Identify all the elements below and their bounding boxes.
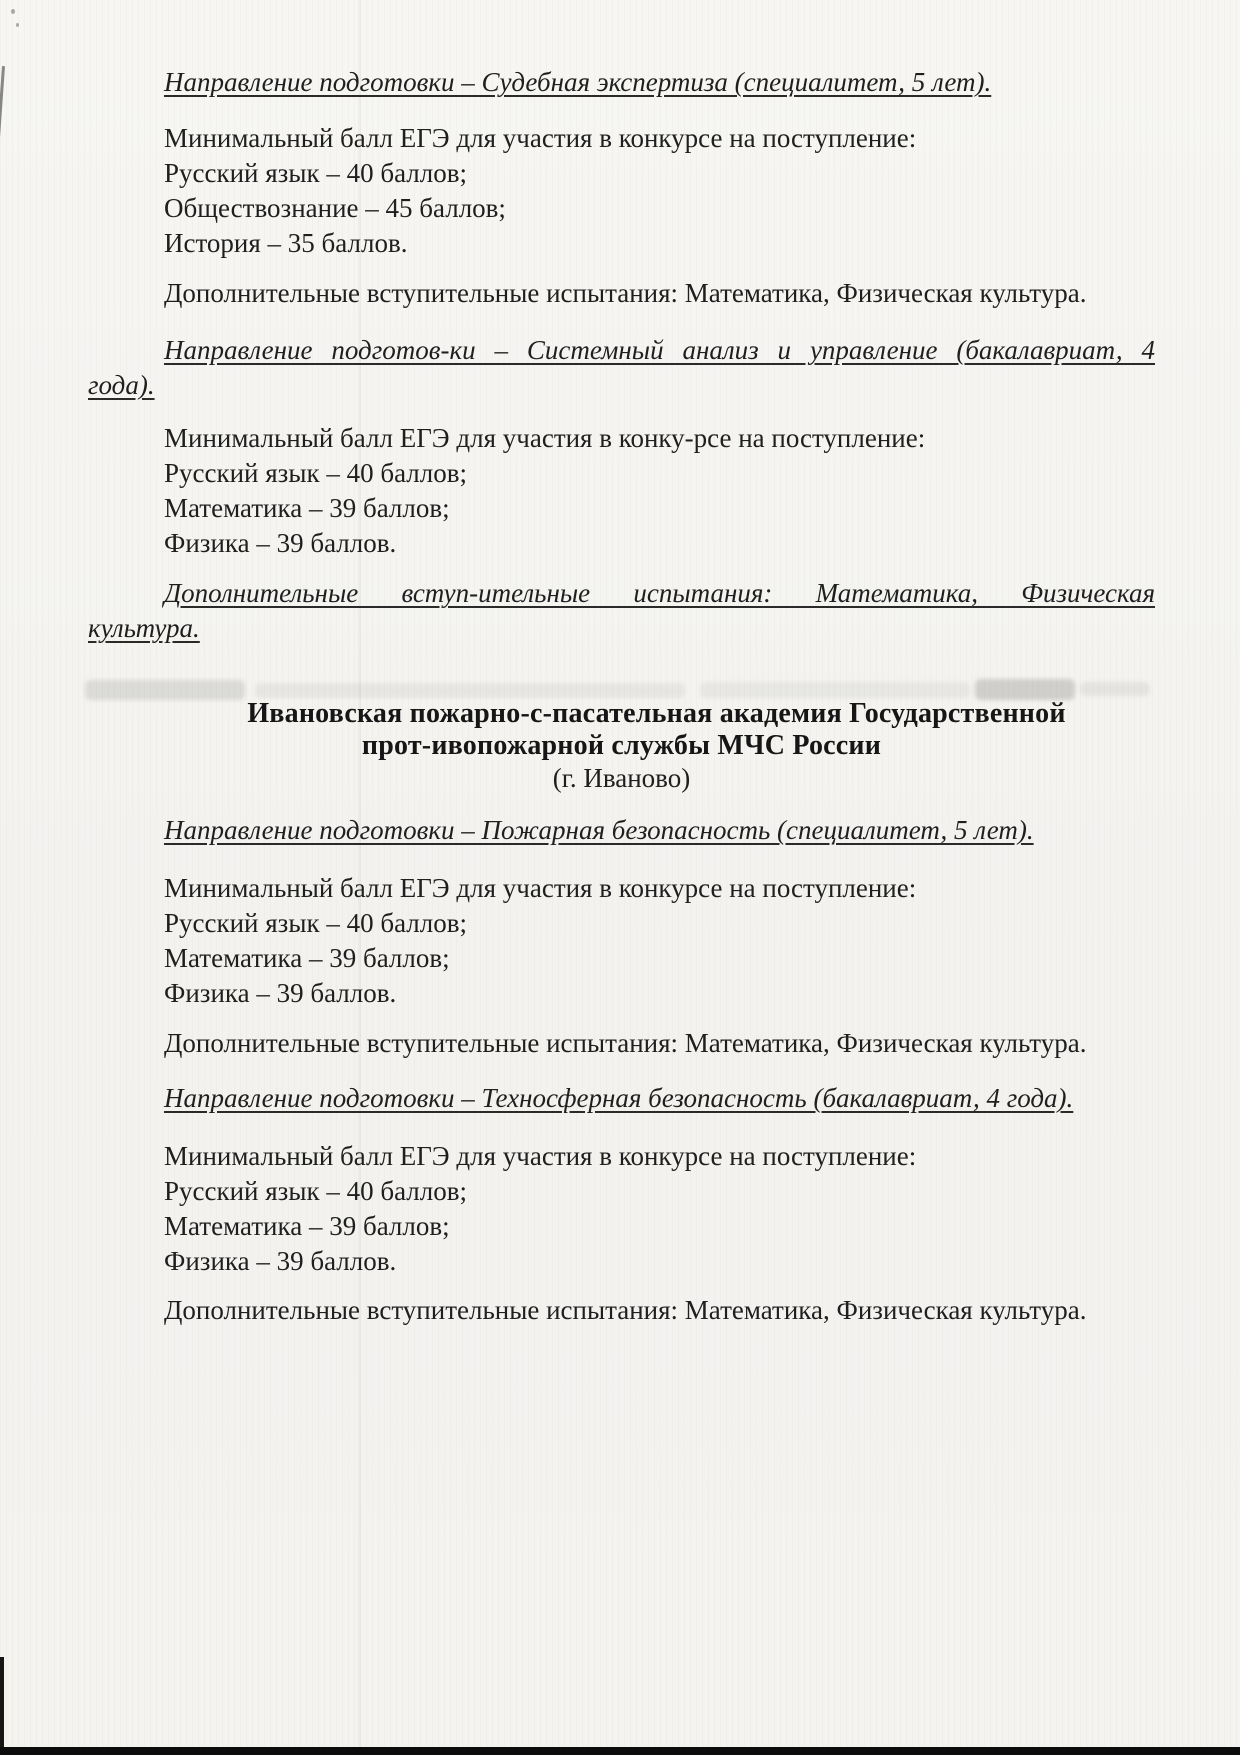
direction-heading-fire-safety: Направление подготовки – Пожарная безопасность (специалитет, 5 лет). [164, 815, 1034, 845]
heading-line-2: года). [88, 370, 155, 400]
section-technosphere-safety [88, 1081, 1155, 1328]
subject-line-math: Математика – 39 баллов; [164, 943, 450, 973]
subject-line-history: История – 35 баллов. [164, 228, 408, 258]
min-score-intro: Минимальный балл ЕГЭ для участия в конкурсе на поступление: [164, 1141, 917, 1171]
extra-exams-line: Дополнительные вступительные испытания: Математика, Физическая культура. [164, 1028, 1087, 1058]
subject-line-social: Обществознание – 45 баллов; [164, 193, 506, 223]
direction-heading-forensic: Направление подготовки – Судебная экспертиза (специалитет, 5 лет). [164, 67, 992, 97]
min-scores-system-analysis [88, 421, 1155, 561]
text-block [88, 0, 1155, 1328]
academy-city: (г. Иваново) [552, 763, 691, 793]
scan-artifact-speck [11, 9, 15, 14]
academy-title-line-1: Ивановская пожарно-с-пасательная академия Государственной [247, 698, 1066, 729]
extra-exams-line-1: Дополнительные вступ-ительные испытания: Математика, Физическая [164, 578, 1155, 608]
direction-heading-technosphere: Направление подготовки – Техносферная безопасность (бакалавриат, 4 года). [164, 1083, 1074, 1113]
min-score-intro: Минимальный балл ЕГЭ для участия в конкурсе на поступление: [164, 123, 917, 153]
subject-line-russian: Русский язык – 40 баллов; [164, 908, 467, 938]
extra-exams-line: Дополнительные вступительные испытания: Математика, Физическая культура. [164, 1295, 1087, 1325]
heading-line-1: Направление подготов-ки – Системный анализ и управление (бакалавриат, 4 [164, 335, 1155, 365]
scan-artifact-corner-edge [0, 66, 5, 152]
min-scores-fire-safety [88, 871, 1155, 1011]
scan-artifact-bottom-bar [0, 1747, 1240, 1755]
min-scores-forensic [88, 121, 1155, 261]
subject-line-russian: Русский язык – 40 баллов; [164, 158, 467, 188]
scan-artifact-smudge [1080, 682, 1150, 696]
subject-line-russian: Русский язык – 40 баллов; [164, 458, 467, 488]
min-score-intro: Минимальный балл ЕГЭ для участия в конкурсе на поступление: [164, 873, 917, 903]
subject-line-math: Математика – 39 баллов; [164, 493, 450, 523]
scan-artifact-left-edge [0, 1657, 4, 1749]
subject-line-russian: Русский язык – 40 баллов; [164, 1176, 467, 1206]
academy-title-line-2: прот-ивопожарной службы МЧС России [361, 730, 882, 761]
section-system-analysis [88, 333, 1155, 646]
extra-exams-line: Дополнительные вступительные испытания: Математика, Физическая культура. [164, 278, 1087, 308]
extra-exams-heading [88, 576, 1155, 646]
subject-line-math: Математика – 39 баллов; [164, 1211, 450, 1241]
scan-artifact-vertical-streak [358, 0, 361, 1755]
direction-heading-system-analysis [88, 333, 1155, 403]
scan-artifact-speck [16, 23, 19, 27]
academy-header [88, 698, 1155, 794]
subject-line-physics: Физика – 39 баллов. [164, 528, 397, 558]
section-fire-safety [88, 813, 1155, 1061]
subject-line-physics: Физика – 39 баллов. [164, 1246, 397, 1276]
section-forensic-expertise [88, 65, 1155, 311]
min-scores-technosphere [88, 1139, 1155, 1279]
min-score-intro: Минимальный балл ЕГЭ для участия в конку-рсе на поступление: [164, 423, 926, 453]
scan-artifact-smudge [700, 682, 970, 698]
scan-artifact-smudge [85, 680, 245, 700]
scan-artifact-smudge [255, 683, 685, 698]
extra-exams-line-2: культура. [88, 613, 200, 643]
subject-line-physics: Физика – 39 баллов. [164, 978, 397, 1008]
scan-artifact-smudge [975, 679, 1075, 700]
